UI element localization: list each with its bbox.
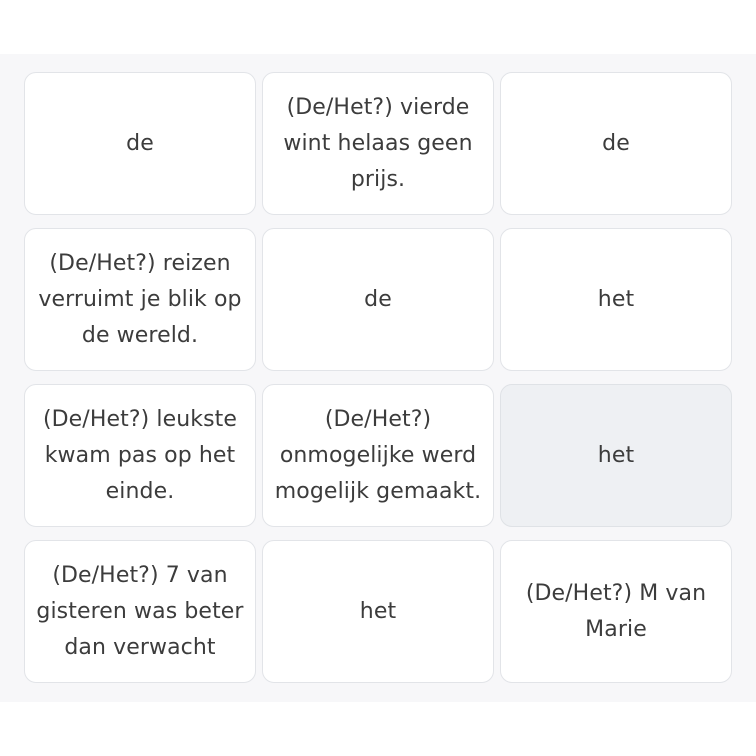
card-text: het	[359, 598, 397, 624]
card-text: (De/Het?) vierde wint helaas geen prijs.	[283, 94, 473, 192]
match-card[interactable]	[24, 540, 256, 683]
card-text: (De/Het?) 7 van gisteren was beter dan verwacht	[36, 562, 244, 660]
match-card[interactable]	[500, 72, 732, 215]
card-text: (De/Het?) reizen verruimt je blik op de wereld.	[38, 250, 242, 348]
bottom-bar	[0, 702, 756, 756]
match-card[interactable]	[24, 72, 256, 215]
match-card[interactable]	[262, 540, 494, 683]
card-text: het	[597, 442, 635, 468]
card-text: (De/Het?) onmogelijke werd mogelijk gemaakt.	[274, 406, 482, 504]
card-text: de	[126, 130, 154, 156]
match-card[interactable]	[262, 384, 494, 527]
card-text: de	[602, 130, 630, 156]
card-text: (De/Het?) M van Marie	[525, 580, 707, 642]
card-grid	[24, 72, 732, 683]
match-card[interactable]	[24, 228, 256, 371]
match-card[interactable]	[24, 384, 256, 527]
match-card[interactable]	[500, 540, 732, 683]
card-text: (De/Het?) leukste kwam pas op het einde.	[42, 406, 238, 504]
top-bar	[0, 0, 756, 54]
match-card-selected[interactable]	[500, 384, 732, 527]
card-text: het	[597, 286, 635, 312]
match-card[interactable]	[262, 228, 494, 371]
match-card[interactable]	[500, 228, 732, 371]
card-text: de	[364, 286, 392, 312]
match-card[interactable]	[262, 72, 494, 215]
